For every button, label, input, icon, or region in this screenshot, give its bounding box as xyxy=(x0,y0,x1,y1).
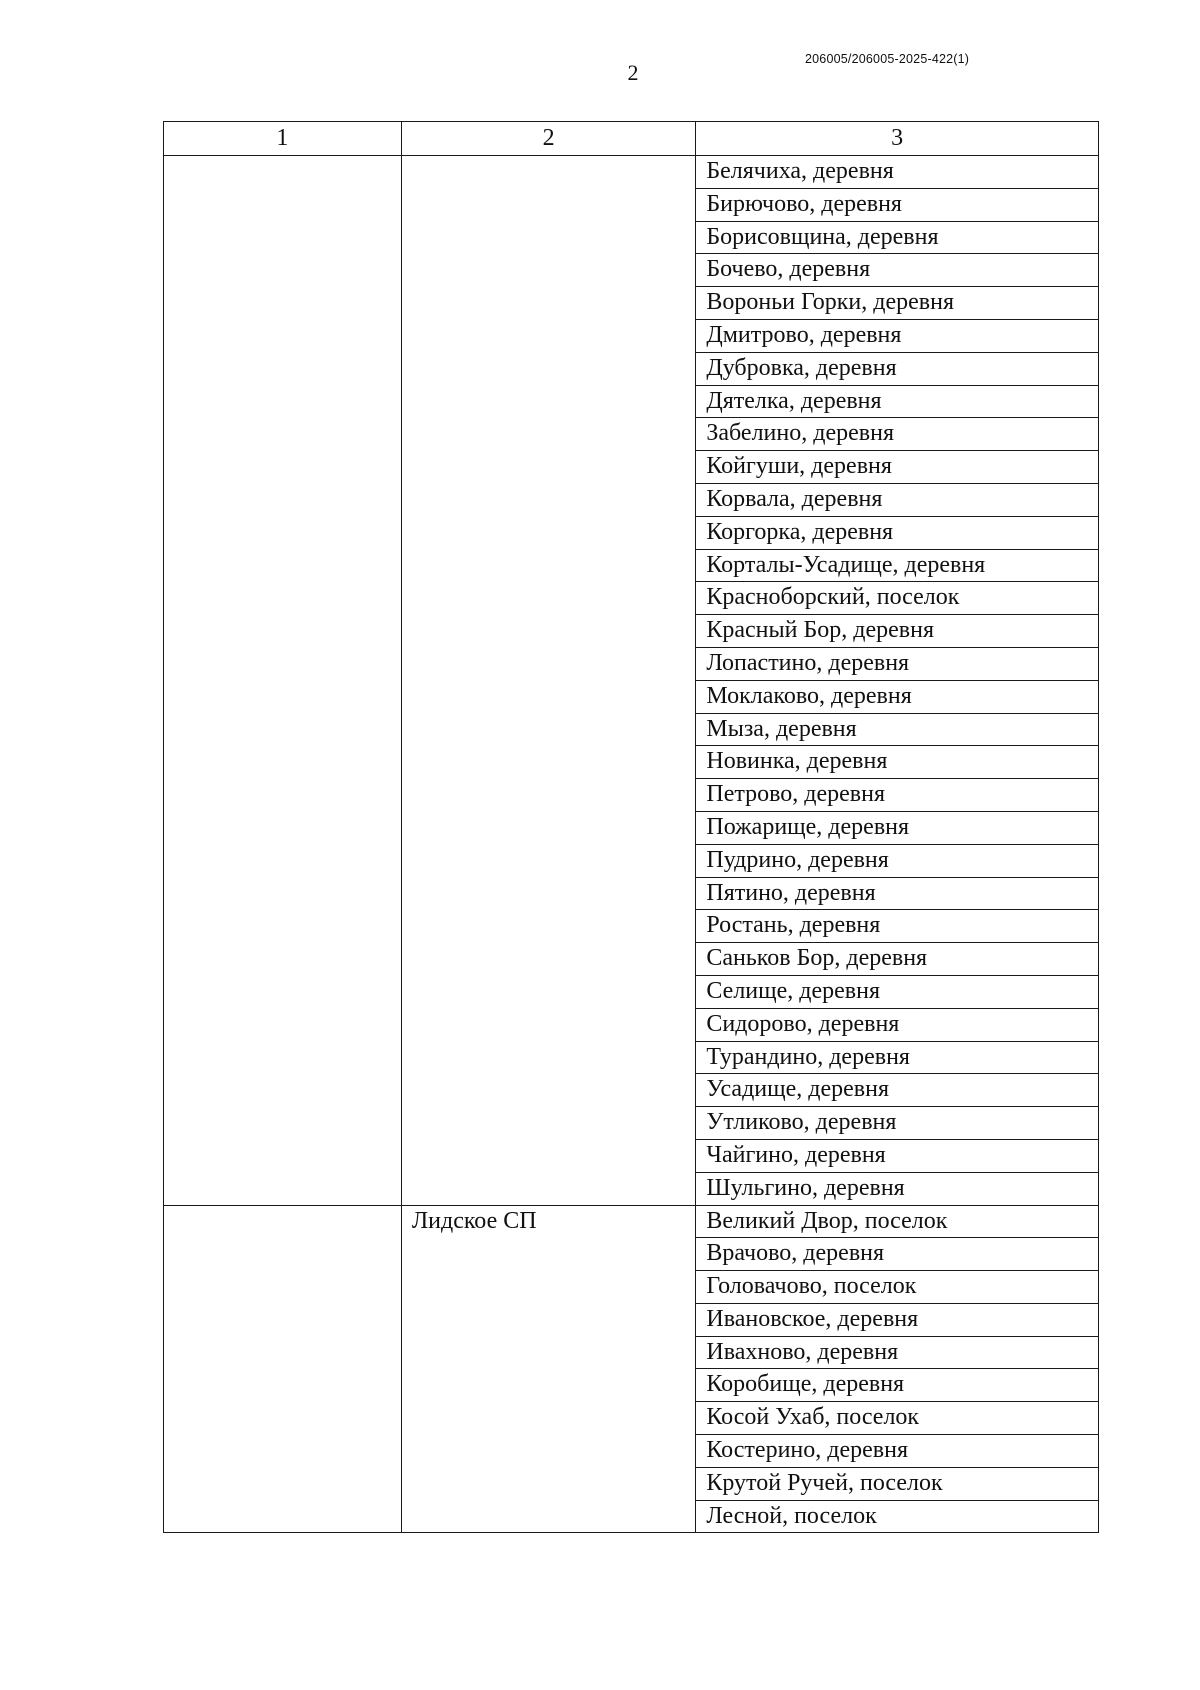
table-header-row xyxy=(164,122,1099,156)
settlement-cell: Мыза, деревня xyxy=(696,713,1099,746)
settlement-cell: Дмитрово, деревня xyxy=(696,319,1099,352)
settlement-cell: Усадище, деревня xyxy=(696,1074,1099,1107)
settlement-cell: Пятино, деревня xyxy=(696,877,1099,910)
settlement-cell: Новинка, деревня xyxy=(696,746,1099,779)
settlement-cell: Дятелка, деревня xyxy=(696,385,1099,418)
settlement-cell: Селище, деревня xyxy=(696,975,1099,1008)
settlement-cell: Косой Ухаб, поселок xyxy=(696,1402,1099,1435)
settlement-cell: Турандино, деревня xyxy=(696,1041,1099,1074)
settlement-cell: Коргорка, деревня xyxy=(696,516,1099,549)
settlement-cell: Врачово, деревня xyxy=(696,1238,1099,1271)
settlement-cell: Бочево, деревня xyxy=(696,254,1099,287)
settlement-cell: Корвала, деревня xyxy=(696,483,1099,516)
settlement-group-cell xyxy=(401,156,696,1206)
table-row xyxy=(164,1205,1099,1238)
table-row xyxy=(164,156,1099,189)
settlement-cell: Красноборский, поселок xyxy=(696,582,1099,615)
settlement-cell: Забелино, деревня xyxy=(696,418,1099,451)
settlement-cell: Белячиха, деревня xyxy=(696,156,1099,189)
settlement-cell: Утликово, деревня xyxy=(696,1107,1099,1140)
settlement-cell: Пожарище, деревня xyxy=(696,811,1099,844)
settlement-cell: Корталы-Усадище, деревня xyxy=(696,549,1099,582)
settlement-cell: Пудрино, деревня xyxy=(696,844,1099,877)
settlement-cell: Ростань, деревня xyxy=(696,910,1099,943)
region-cell xyxy=(164,1205,402,1533)
region-cell xyxy=(164,156,402,1206)
document-id: 206005/206005-2025-422(1) xyxy=(805,52,970,66)
settlement-cell: Моклаково, деревня xyxy=(696,680,1099,713)
settlement-cell: Лопастино, деревня xyxy=(696,647,1099,680)
settlement-cell: Вороньи Горки, деревня xyxy=(696,287,1099,320)
settlement-cell: Борисовщина, деревня xyxy=(696,221,1099,254)
settlement-cell: Бирючово, деревня xyxy=(696,188,1099,221)
settlement-cell: Коробище, деревня xyxy=(696,1369,1099,1402)
column-header: 2 xyxy=(401,122,696,156)
column-header: 3 xyxy=(696,122,1099,156)
settlement-cell: Лесной, поселок xyxy=(696,1500,1099,1533)
settlement-cell: Дубровка, деревня xyxy=(696,352,1099,385)
settlement-cell: Саньков Бор, деревня xyxy=(696,943,1099,976)
settlement-cell: Крутой Ручей, поселок xyxy=(696,1467,1099,1500)
settlement-cell: Красный Бор, деревня xyxy=(696,615,1099,648)
settlement-cell: Чайгино, деревня xyxy=(696,1139,1099,1172)
settlement-cell: Ивахново, деревня xyxy=(696,1336,1099,1369)
settlement-cell: Койгуши, деревня xyxy=(696,451,1099,484)
column-header: 1 xyxy=(164,122,402,156)
settlement-cell: Петрово, деревня xyxy=(696,779,1099,812)
settlement-cell: Сидорово, деревня xyxy=(696,1008,1099,1041)
settlement-cell: Головачово, поселок xyxy=(696,1271,1099,1304)
settlement-cell: Великий Двор, поселок xyxy=(696,1205,1099,1238)
settlement-group-cell: Лидское СП xyxy=(401,1205,696,1533)
settlement-cell: Шульгино, деревня xyxy=(696,1172,1099,1205)
settlement-cell: Костерино, деревня xyxy=(696,1435,1099,1468)
settlement-cell: Ивановское, деревня xyxy=(696,1303,1099,1336)
settlements-table xyxy=(163,121,1099,1533)
page-number: 2 xyxy=(627,60,639,85)
